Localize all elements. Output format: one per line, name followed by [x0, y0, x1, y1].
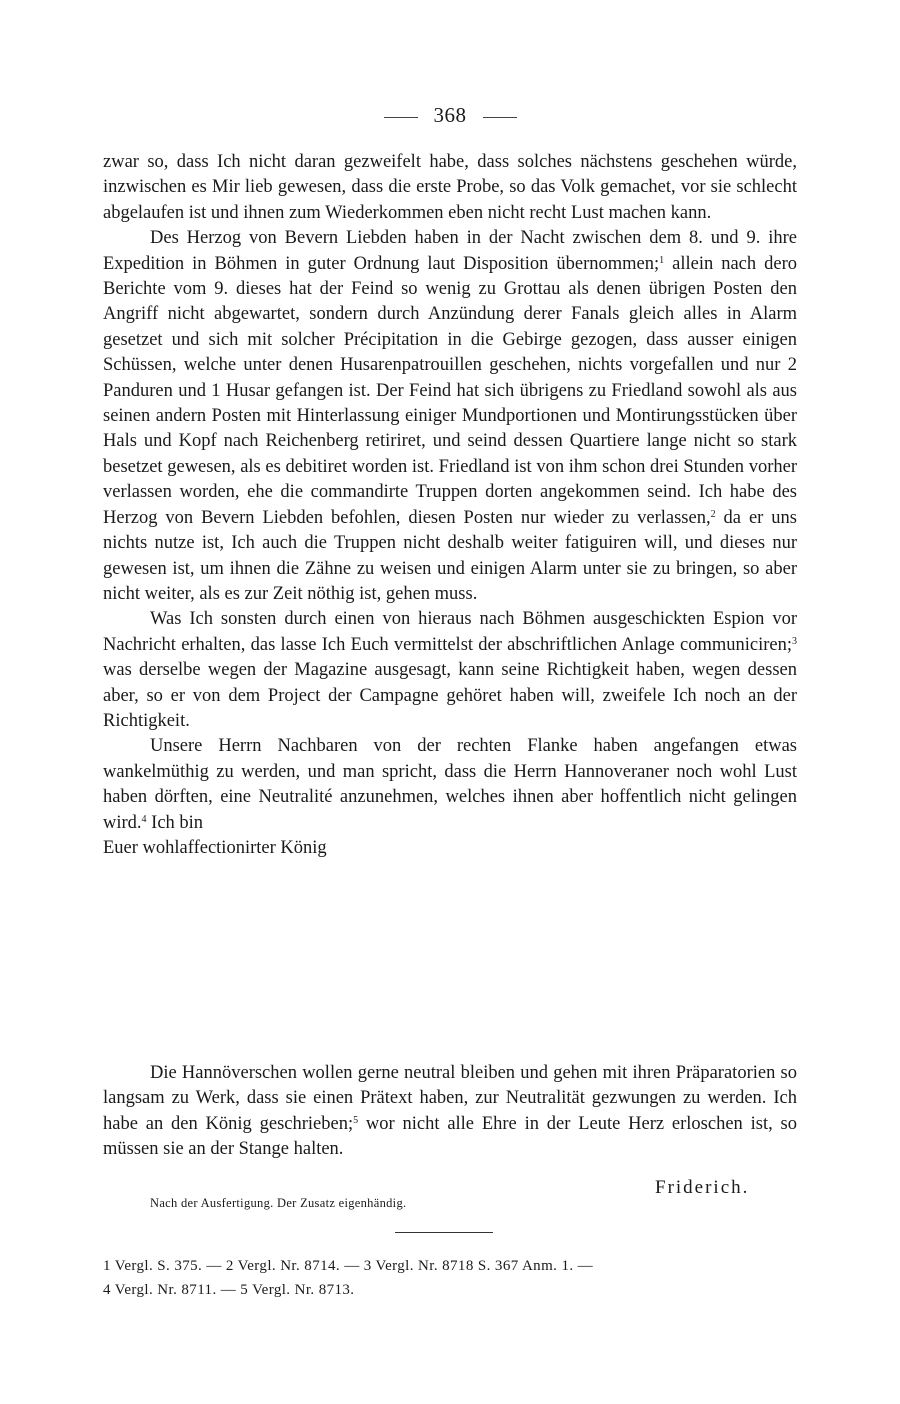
postscript-paragraph — [103, 1061, 797, 1163]
paragraph-2 — [103, 226, 797, 607]
footnotes — [103, 1254, 797, 1302]
paragraph-3 — [103, 607, 797, 734]
paragraph-2-text-a: Des Herzog von Bevern Liebden haben in der Nacht zwischen dem 8. und 9. ihre Expedition in Böhmen in guter Ordnung laut Disposition übernommen; — [103, 228, 797, 274]
footnote-ref-4: 4 — [141, 813, 147, 825]
footnote-ref-1: 1 — [659, 254, 665, 266]
footnote-ref-5: 5 — [353, 1114, 359, 1126]
footnote-ref-3: 3 — [792, 635, 797, 647]
footnote-ref-2: 2 — [710, 508, 716, 520]
paragraph-1 — [103, 150, 797, 226]
paragraph-3-text-b: was derselbe wegen der Magazine ausgesagt, kann seine Richtigkeit haben, wegen dessen aber, so er von dem Project der Campagne gehöret haben will, zweifele Ich noch an der Richtigkeit. — [103, 660, 797, 731]
closing-salutation: Euer wohlaffectionirter König — [103, 837, 327, 858]
letter-body — [103, 150, 797, 861]
paragraph-4 — [103, 734, 797, 861]
postscript — [103, 1061, 797, 1163]
header-dash-right — [483, 117, 517, 118]
signature: Friderich. — [655, 1177, 750, 1198]
page-header — [0, 103, 900, 128]
source-note: Nach der Ausfertigung. Der Zusatz eigenhändig. — [150, 1196, 407, 1210]
header-dash-left — [384, 117, 418, 118]
paragraph-2-text-c: da er uns nichts nutze ist, Ich auch die Truppen nicht deshalb weiter fatiguiren will, und dieses nur gewesen ist, um ihnen die Zähne zu weisen und einigen Alarm unter sie zu bringen, so aber nicht weiter, als es zur Zeit nöthig ist, gehen muss. — [103, 507, 797, 604]
page-number: 368 — [433, 103, 467, 127]
postscript-text-a: Die Hannöverschen wollen gerne neutral bleiben und gehen mit ihren Präparatorien so langsam zu Werk, dass sie einen Prätext haben, zur Neutralität gezwungen zu werden. Ich habe an den König geschrieben; — [103, 1063, 797, 1134]
paragraph-4-text-b: Ich bin — [146, 812, 204, 833]
paragraph-3-text-a: Was Ich sonsten durch einen von hieraus nach Böhmen ausgeschickten Espion vor Nachricht erhalten, das lasse Ich Euch vermittelst der abschriftlichen Anlage communiciren; — [103, 609, 797, 655]
paragraph-1-text: zwar so, dass Ich nicht daran gezweifelt habe, dass solches nächstens geschehen würde, inzwischen es Mir lieb gewesen, dass die erste Probe, so das Volk gemachet, vor sie schlecht abgelaufen ist und ihnen zum Wiederkommen eben nicht recht Lust machen kann. — [103, 152, 797, 223]
paragraph-2-text-b: allein nach dero Berichte vom 9. dieses hat der Feind so wenig zu Grottau als denen übrigen Posten den Angriff nicht abgewartet, sondern durch Anzündung derer Fanals gleich alles in Alarm gesetzet und sich mit solcher Précipitation in die Gebirge gezogen, dass ausser einigen Schüssen, welche unter denen Husarenpatrouillen geschehen, nichts vorgefallen und nur 2 Panduren und 1 Husar gefangen ist. Der Feind hat sich übrigens zu Friedland sowohl als aus seinen andern Posten mit Hinterlassung einiger Mundportionen und Montirungsstücken über Hals und Kopf nach Reichenberg retiriret, und seind dessen Quartiere lange nicht so stark besetzet gewesen, als es debitiret worden ist. Friedland ist von ihm schon drei Stunden vorher verlassen worden, ehe die commandirte Truppen dorten angekommen seind. Ich habe des Herzog von Bevern Liebden befohlen, diesen Posten nur wieder zu verlassen, — [103, 253, 798, 528]
paragraph-4-text-a: Unsere Herrn Nachbaren von der rechten Flanke haben angefangen etwas wankelmüthig zu werden, und man spricht, dass die Herrn Hannoveraner noch wohl Lust haben dörften, eine Neutralité anzunehmen, welches ihnen aber hoffentlich nicht gelingen wird. — [103, 736, 797, 833]
footnote-divider — [395, 1232, 493, 1233]
postscript-text-b: wor nicht alle Ehre in der Leute Herz erloschen ist, so müssen sie an der Stange halten. — [103, 1113, 797, 1160]
footnote-line-2: 4 Vergl. Nr. 8711. — 5 Vergl. Nr. 8713. — [103, 1282, 355, 1298]
footnote-line-1: 1 Vergl. S. 375. — 2 Vergl. Nr. 8714. — 3 Vergl. Nr. 8718 S. 367 Anm. 1. — — [103, 1258, 594, 1274]
